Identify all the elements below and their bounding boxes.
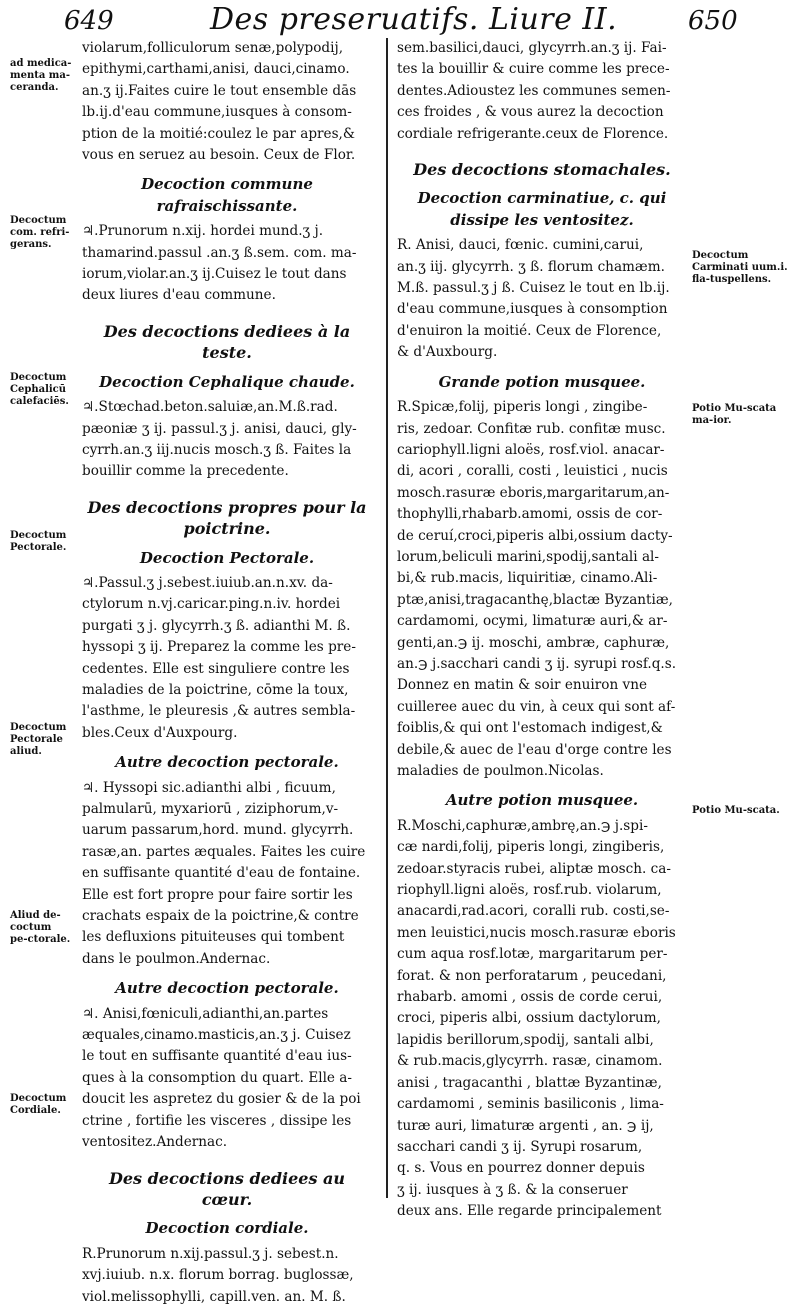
- margin-note: Potio Mu-scata.: [692, 805, 780, 816]
- text-line: anacardi,rad.acori, coralli rub. costi,se-: [397, 903, 670, 920]
- text-line: en suffisante quantité d'eau de fontaine.: [82, 865, 361, 882]
- text-line: ctrine , fortifie les visceres , dissipe les: [82, 1112, 352, 1129]
- text-line: iorum,violar.an.ʒ ij.Cuisez le tout dans: [82, 266, 347, 283]
- text-line: cardamomi, ocymi, limaturæ auri,& ar-: [397, 613, 668, 630]
- text-line: an.ʒ ij.Faites cuire le tout ensemble dās: [82, 82, 357, 99]
- text-line: R. Anisi, dauci, fœnic. cumini,carui,: [397, 237, 644, 254]
- text-line: an.ʒ iij. glycyrrh. ʒ ß. florum chamæm.: [397, 258, 665, 275]
- text-line: viol.melissophylli, capill.ven. an. M. ß.: [82, 1288, 346, 1305]
- text-line: cardamomi , seminis basiliconis , lima-: [397, 1096, 664, 1113]
- text-line: turæ auri, limaturæ argenti , an. ℈ ij,: [397, 1117, 654, 1134]
- text-line: bouillir comme la precedente.: [82, 463, 289, 480]
- text-line: q. s. Vous en pourrez donner depuis: [397, 1160, 645, 1177]
- text-line: croci, piperis albi, ossium dactylorum,: [397, 1010, 661, 1027]
- left-column: [82, 38, 372, 1308]
- text-line: cuilleree auec du vin, à ceux qui sont af-: [397, 698, 676, 715]
- text-line: les defluxions pituiteuses qui tombent: [82, 929, 345, 946]
- text-line: ces froides , & vous aurez la decoction: [397, 104, 664, 121]
- text-line: dentes.Adioustez les communes semen-: [397, 82, 671, 99]
- text-line: deux liures d'eau commune.: [82, 287, 276, 304]
- text-line: ʒ ij. iusques à ʒ ß. & la conseruer: [397, 1181, 628, 1198]
- recipe-heading: Autre potion musquee.: [445, 791, 639, 810]
- text-line: R.Spicæ,folij, piperis longi , zingibe-: [397, 399, 648, 416]
- text-line: lorum,beliculi marini,spodij,santali al-: [397, 548, 659, 565]
- text-line: genti,an.℈ ij. moschi, ambræ, caphuræ,: [397, 634, 670, 651]
- text-line: doucit les aspretez du gosier & de la poi: [82, 1091, 361, 1108]
- text-line: forat. & non perforatarum , peucedani,: [397, 967, 667, 984]
- text-line: xvj.iuiub. n.x. florum borrag. buglossæ,: [82, 1267, 354, 1284]
- text-line: rasæ,an. partes æquales. Faites les cuire: [82, 843, 366, 860]
- margin-note: Aliud de-coctum pe-ctorale.: [10, 910, 71, 945]
- text-line: purgati ʒ j. glycyrrh.ʒ ß. adianthi M. ß.: [82, 617, 351, 634]
- text-line: foiblis,& qui ont l'estomach indigest,&: [397, 720, 663, 737]
- running-title: Des preseruatifs. Liure II.: [210, 2, 618, 37]
- text-line: rhabarb. amomi , ossis de corde cerui,: [397, 989, 663, 1006]
- text-line: sacchari candi ʒ ij. Syrupi rosarum,: [397, 1138, 643, 1155]
- text-line: ♃.Stœchad.beton.saluiæ,an.M.ß.rad.: [82, 399, 338, 416]
- text-line: ♃. Hyssopi sic.adianthi albi , ficuum,: [82, 779, 336, 796]
- text-line: M.ß. passul.ʒ j ß. Cuisez le tout en lb.ij.: [397, 280, 670, 297]
- margin-note: Decoctum com. refri-gerans.: [10, 215, 70, 250]
- text-line: ptæ,anisi,tragacanthę,blactæ Byzantiæ,: [397, 591, 673, 608]
- text-line: bi,& rub.macis, liquiritiæ, cinamo.Ali-: [397, 570, 658, 587]
- text-line: maladies de la poictrine, cōme la toux,: [82, 681, 349, 698]
- text-line: riophyll.ligni aloës, rosf.rub. violarum,: [397, 882, 662, 899]
- text-line: d'enuiron la moitié. Ceux de Florence,: [397, 322, 662, 339]
- recipe-heading: Grande potion musquee.: [438, 372, 646, 391]
- text-line: hyssopi ʒ ij. Preparez la comme les pre-: [82, 639, 356, 656]
- text-line: ques à la consomption du quart. Elle a-: [82, 1069, 352, 1086]
- text-line: di, acori , coralli, costi , leuistici , nucis: [397, 463, 668, 480]
- text-line: an.℈ j.sacchari candi ʒ ij. syrupi rosf.q.s.: [397, 655, 677, 672]
- text-line: cæ nardi,folij, piperis longi, zingiberis,: [397, 839, 665, 856]
- text-line: & rub.macis,glycyrrh. rasæ, cinamom.: [397, 1053, 663, 1070]
- margin-note: Decoctum Carminati uum.i. fla-tuspellens.: [692, 250, 788, 285]
- margin-note: Potio Mu-scata ma-ior.: [692, 403, 777, 426]
- text-line: vous en seruez au besoin. Ceux de Flor.: [82, 147, 356, 164]
- text-line: deux ans. Elle regarde principalement: [397, 1203, 662, 1220]
- text-line: cedentes. Elle est singuliere contre les: [82, 660, 350, 677]
- text-line: sem.basilici,dauci, glycyrrh.an.ʒ ij. Fai-: [397, 40, 667, 56]
- text-line: ption de la moitié:coulez le par apres,&: [82, 125, 355, 142]
- text-line: ventositez.Andernac.: [82, 1134, 228, 1151]
- text-line: ctylorum n.vj.caricar.ping.n.iv. hordei: [82, 596, 341, 613]
- text-line: debile,& auec de l'eau d'orge contre les: [397, 741, 672, 758]
- text-line: bles.Ceux d'Auxpourg.: [82, 724, 238, 741]
- text-line: tes la bouillir & cuire comme les prece-: [397, 61, 670, 78]
- text-line: Elle est fort propre pour faire sortir les: [82, 886, 353, 903]
- text-line: violarum,folliculorum senæ,polypodij,: [82, 40, 344, 56]
- page-number-left: 649: [64, 6, 114, 36]
- text-line: maladies de poulmon.Nicolas.: [397, 763, 604, 779]
- text-line: thophylli,rhabarb.amomi, ossis de cor-: [397, 506, 663, 523]
- recipe-heading: Decoction Cephalique chaude.: [99, 372, 355, 391]
- recipe-heading: Decoction Pectorale.: [139, 548, 315, 567]
- text-line: cyrrh.an.ʒ iij.nucis mosch.ʒ ß. Faites la: [82, 441, 352, 458]
- section-heading: Des decoctions dediees à la teste.: [103, 321, 351, 363]
- margin-note: Decoctum Pectorale.: [10, 530, 67, 553]
- text-line: epithymi,carthami,anisi, dauci,cinamo.: [82, 61, 350, 78]
- text-line: R.Moschi,caphuræ,ambrę,an.℈ j.spi-: [397, 817, 648, 834]
- text-line: de ceruí,croci,piperis albi,ossium dacty-: [397, 527, 673, 544]
- text-line: R.Prunorum n.xij.passul.ʒ j. sebest.n.: [82, 1245, 339, 1262]
- text-line: ♃.Passul.ʒ j.sebest.iuiub.an.n.xv. da-: [82, 574, 333, 591]
- text-line: cum aqua rosf.lotæ, margaritarum per-: [397, 946, 668, 963]
- text-line: ♃.Prunorum n.xij. hordei mund.ʒ j.: [82, 223, 324, 240]
- text-line: uarum passarum,hord. mund. glycyrrh.: [82, 822, 354, 839]
- text-line: anisi , tragacanthi , blattæ Byzantinæ,: [397, 1074, 662, 1091]
- text-line: æquales,cinamo.masticis,an.ʒ j. Cuisez: [82, 1027, 351, 1044]
- recipe-heading: Decoction cordiale.: [145, 1219, 309, 1238]
- text-line: men leuistici,nucis mosch.rasuræ eboris: [397, 924, 676, 941]
- text-line: palmularū, myxariorū , ziziphorum,v-: [82, 801, 339, 817]
- margin-note: ad medica-menta ma-ceranda.: [10, 58, 72, 93]
- text-line: mosch.rasuræ eboris,margaritarum,an-: [397, 484, 670, 501]
- section-heading: Des decoctions stomachales.: [413, 160, 671, 180]
- text-line: zedoar.styracis rubei, aliptæ mosch. ca-: [397, 860, 671, 877]
- margin-note: Decoctum Pectorale aliud.: [10, 722, 67, 757]
- margin-note: Decoctum Cordiale.: [10, 1093, 67, 1116]
- text-line: l'asthme, le pleuresis ,& autres sembla-: [82, 703, 356, 720]
- text-line: ris, zedoar. Confitæ rub. confitæ musc.: [397, 420, 666, 437]
- recipe-heading: Decoction carminatiue, c. qui dissipe les ventositez.: [417, 189, 667, 229]
- recipe-heading: Decoction commune rafraischissante.: [141, 175, 313, 215]
- text-line: & d'Auxbourg.: [397, 344, 498, 361]
- section-heading: Des decoctions dediees au cœur.: [108, 1168, 346, 1209]
- text-line: Donnez en matin & soir enuiron vne: [397, 677, 648, 694]
- text-line: le tout en suffisante quantité d'eau ius-: [82, 1048, 352, 1065]
- margin-note: Decoctum Cephalicū calefaciēs.: [10, 372, 69, 407]
- column-divider: [386, 38, 388, 1198]
- recipe-heading: Autre decoction pectorale.: [115, 753, 339, 772]
- text-line: lb.ij.d'eau commune,iusques à consom-: [82, 104, 352, 121]
- text-line: thamarind.passul .an.ʒ ß.sem. com. ma-: [82, 244, 357, 261]
- text-line: ♃. Anisi,fœniculi,adianthi,an.partes: [82, 1005, 329, 1022]
- recipe-heading: Autre decoction pectorale.: [115, 979, 339, 998]
- text-line: pæoniæ ʒ ij. passul.ʒ j. anisi, dauci, gly-: [82, 420, 357, 437]
- section-heading: Des decoctions propres pour la poictrine.: [87, 497, 367, 539]
- text-line: cariophyll.ligni aloës, rosf.viol. anacar-: [397, 441, 665, 458]
- text-line: d'eau commune,iusques à consomption: [397, 301, 668, 318]
- text-line: lapidis berillorum,spodij, santali albi,: [397, 1031, 654, 1048]
- text-line: cordiale refrigerante.ceux de Florence.: [397, 125, 669, 142]
- page-number-right: 650: [688, 6, 738, 36]
- right-column: [397, 38, 687, 1223]
- text-line: dans le poulmon.Andernac.: [82, 950, 271, 967]
- text-line: crachats espaix de la poictrine,& contre: [82, 908, 359, 925]
